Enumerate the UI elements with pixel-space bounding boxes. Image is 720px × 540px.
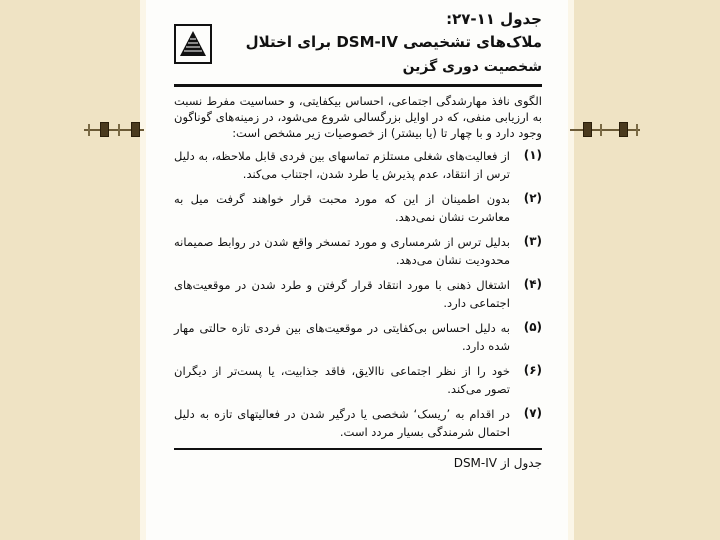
table-subtitle: شخصیت دوری گزین <box>402 59 542 75</box>
triangle-logo-graphic <box>178 29 208 59</box>
criteria-text: خود را از نظر اجتماعی ناالایق، فاقد جذابیت، یا پست‌تر از دیگران تصور می‌کند. <box>174 364 510 396</box>
criteria-number: (۳) <box>523 234 542 248</box>
criteria-item <box>174 276 542 312</box>
triangle-logo-icon <box>174 24 212 64</box>
criteria-item <box>174 190 542 226</box>
criteria-number: (۵) <box>523 320 542 334</box>
criteria-item <box>174 362 542 398</box>
criteria-item <box>174 405 542 441</box>
scanned-page <box>146 0 568 540</box>
criteria-number: (۷) <box>523 406 542 420</box>
criteria-text: در اقدام به ’ریسک‘ شخصی یا درگیر شدن در فعالیتهای تازه به دلیل احتمال شرمندگی بسیار مردد است. <box>174 407 510 439</box>
decorative-tick <box>88 124 90 136</box>
table-label: جدول ۱۱-۲۷: <box>446 10 542 28</box>
decorative-line-right <box>570 129 640 131</box>
criteria-item <box>174 147 542 183</box>
right-page-strip <box>568 0 574 540</box>
decorative-tick <box>636 124 638 136</box>
criteria-text: به دلیل احساس بی‌کفایتی در موقعیت‌های بین فردی تازه حالتی مهار شده دارد. <box>174 321 510 353</box>
table-titles <box>218 8 542 78</box>
decorative-tick <box>118 124 120 136</box>
criteria-list <box>174 147 542 441</box>
table-header <box>174 8 542 78</box>
criteria-text: اشتغال ذهنی با مورد انتقاد قرار گرفتن و طرد شدن در موقعیت‌های اجتماعی دارد. <box>174 278 510 310</box>
criteria-number: (۱) <box>523 148 542 162</box>
table-document <box>174 8 542 470</box>
criteria-text: بدون اطمینان از این که مورد محبت قرار خواهند گرفت میل به معاشرت نشان نمی‌دهد. <box>174 192 510 224</box>
table-source: جدول از DSM-IV <box>453 456 542 470</box>
decorative-dot <box>583 122 592 137</box>
footer-rule <box>174 448 542 450</box>
decorative-dot <box>100 122 109 137</box>
criteria-number: (۴) <box>523 277 542 291</box>
decorative-dot <box>619 122 628 137</box>
header-rule <box>174 84 542 87</box>
criteria-item <box>174 319 542 355</box>
criteria-text: از فعالیت‌های شغلی مستلزم تماسهای بین فردی قابل ملاحظه، به دلیل ترس از انتقاد، عدم پذیرش یا طرد شدن، اجتناب می‌کند. <box>174 149 510 181</box>
table-title: ملاک‌های تشخیصی DSM-IV برای اختلال <box>245 33 542 51</box>
decorative-dot <box>131 122 140 137</box>
decorative-tick <box>600 124 602 136</box>
criteria-number: (۲) <box>523 191 542 205</box>
intro-paragraph: الگوی نافذ مهارشدگی اجتماعی، احساس بیکفایتی، و حساسیت مفرط نسبت به ارزیابی منفی، که در اوایل بزرگسالی شروع می‌شود، در زمینه‌های گوناگون وجود دارد و با چهار تا (یا بیشتر) از خصوصیات زیر مشخص است: <box>174 94 542 140</box>
criteria-text: بدلیل ترس از شرمساری و مورد تمسخر واقع شدن در روابط صمیمانه محدودیت نشان می‌دهد. <box>174 235 510 267</box>
criteria-item <box>174 233 542 269</box>
criteria-number: (۶) <box>523 363 542 377</box>
